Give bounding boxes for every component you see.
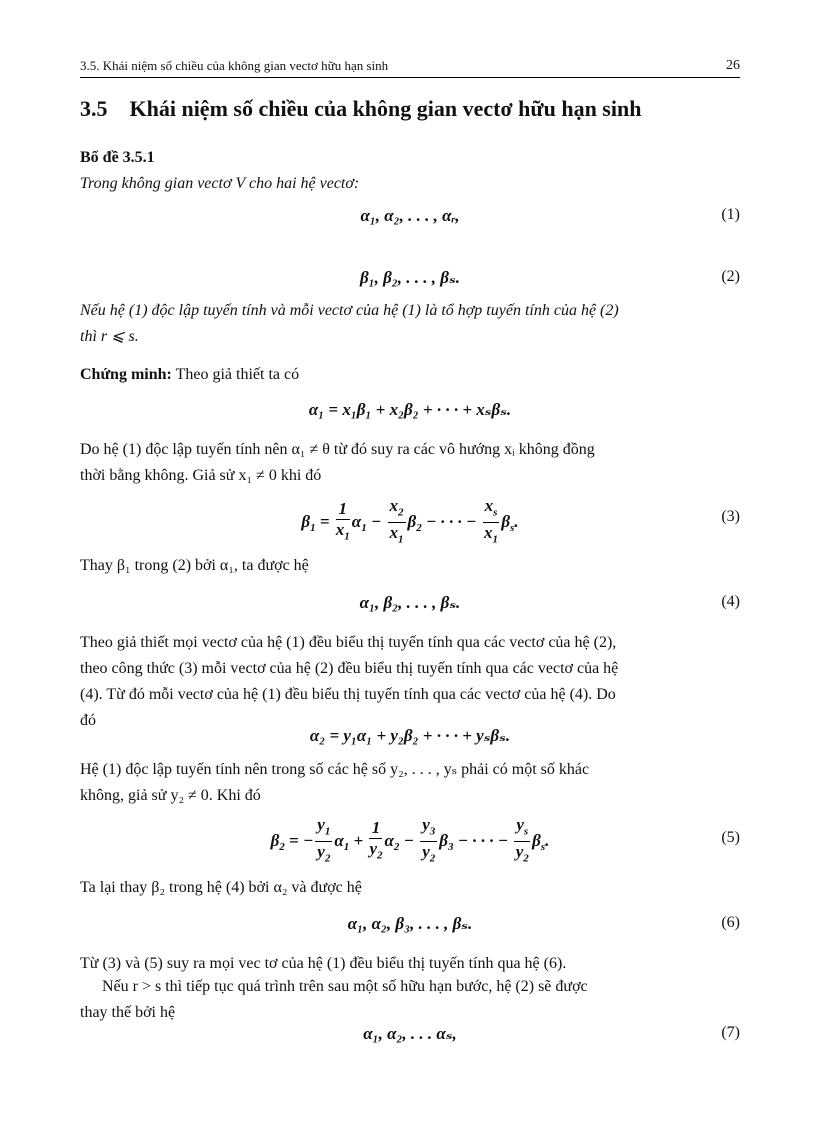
text-line: thời bằng không. Giả sử x₁ ≠ 0 khi đó bbox=[80, 467, 322, 484]
equation-4 bbox=[80, 593, 740, 621]
section-title: Khái niệm số chiều của không gian vectơ hữu hạn sinh bbox=[129, 96, 642, 121]
equation-2-label: (2) bbox=[721, 268, 740, 285]
equation-6-body: α₁, α₂, β₃, . . . , βₛ. bbox=[347, 914, 473, 933]
lemma-block bbox=[80, 145, 740, 197]
equation-3 bbox=[80, 496, 740, 546]
equation-5 bbox=[80, 815, 740, 865]
equation-alpha1-body: α₁ = x₁β₁ + x₂β₂ + · · · + xₛβₛ. bbox=[308, 400, 512, 419]
lemma-title: Bổ đề 3.5.1 bbox=[80, 149, 155, 166]
section-number: 3.5 bbox=[80, 96, 108, 121]
text-line: (4). Từ đó mỗi vectơ của hệ (1) đều biểu thị tuyến tính qua các vectơ của hệ (4). Do bbox=[80, 686, 616, 703]
text-line: Theo giả thiết mọi vectơ của hệ (1) đều biểu thị tuyến tính qua các vectơ của hệ (2), bbox=[80, 634, 617, 651]
claim-line: Nếu hệ (1) độc lập tuyến tính và mỗi vectơ của hệ (1) là tổ hợp tuyến tính của hệ (2) bbox=[80, 302, 619, 319]
lemma-intro: Trong không gian vectơ V cho hai hệ vectơ: bbox=[80, 175, 360, 192]
text-line: Do hệ (1) độc lập tuyến tính nên α₁ ≠ θ từ đó suy ra các vô hướng xᵢ không đồng bbox=[80, 441, 595, 458]
equation-2-body: β₁, β₂, . . . , βₛ. bbox=[360, 268, 460, 287]
equation-7 bbox=[80, 1024, 740, 1052]
text-line: Nếu r > s thì tiếp tục quá trình trên sau một số hữu hạn bước, hệ (2) sẽ được bbox=[102, 978, 588, 995]
equation-4-label: (4) bbox=[721, 593, 740, 610]
proof-label: Chứng minh: bbox=[80, 366, 172, 383]
equation-5-label: (5) bbox=[721, 829, 740, 846]
text-line: theo công thức (3) mỗi vectơ của hệ (2) đều biểu thị tuyến tính qua các vectơ của hệ bbox=[80, 660, 619, 677]
equation-alpha2 bbox=[80, 726, 740, 754]
equation-3-label: (3) bbox=[721, 508, 740, 525]
equation-6-label: (6) bbox=[721, 914, 740, 931]
equation-1-body: α₁, α₂, . . . , αᵣ, bbox=[360, 206, 460, 225]
paragraph-8 bbox=[80, 974, 740, 1026]
paragraph-5 bbox=[80, 757, 740, 809]
equation-7-body: α₁, α₂, . . . αₛ, bbox=[363, 1024, 457, 1043]
header-title: 3.5. Khái niệm số chiều của không gian vectơ hữu hạn sinh bbox=[80, 58, 389, 73]
text-line: đó bbox=[80, 712, 96, 729]
equation-3-body: $\beta_1$ = $\frac{1}{x_1}$ $\alpha_1$ − $\frac{x_2}{x_1}$ $\beta_2$ − · · · − $\frac{x_s}{x_1}$ $\beta_s$. bbox=[301, 496, 519, 546]
text-line: thay thế bởi hệ bbox=[80, 1004, 176, 1021]
equation-alpha1 bbox=[80, 400, 740, 428]
equation-alpha2-body: α₂ = y₁α₁ + y₂β₂ + · · · + yₛβₛ. bbox=[309, 726, 511, 745]
proof-text: Theo giả thiết ta có bbox=[175, 366, 300, 383]
paragraph-4 bbox=[80, 630, 740, 734]
claim-line: thì r ⩽ s. bbox=[80, 328, 139, 345]
equation-1 bbox=[80, 206, 740, 234]
paragraph-2 bbox=[80, 437, 740, 489]
text-line: không, giả sử y₂ ≠ 0. Khi đó bbox=[80, 787, 261, 804]
text-line: Hệ (1) độc lập tuyến tính nên trong số các hệ số y₂, . . . , yₛ phải có một số khác bbox=[80, 761, 590, 778]
equation-2 bbox=[80, 268, 740, 296]
equation-6 bbox=[80, 914, 740, 942]
page-number: 26 bbox=[726, 58, 740, 73]
proof-start bbox=[80, 362, 740, 388]
equation-5-body: $\beta_2$ = − $\frac{y_1}{y_2}$ $\alpha_1$ + $\frac{1}{y_2}$ $\alpha_2$ − $\frac{y_3}{y_2}$ $\beta_3$ − · · · − $\frac{y_s}{y_2}$ $\beta_s$. bbox=[270, 815, 550, 865]
paragraph-7: Từ (3) và (5) suy ra mọi vec tơ của hệ (1) đều biểu thị tuyến tính qua hệ (6). bbox=[80, 955, 567, 972]
running-header bbox=[80, 58, 740, 78]
paragraph-3: Thay β₁ trong (2) bởi α₁, ta được hệ bbox=[80, 557, 309, 574]
paragraph-6: Ta lại thay β₂ trong hệ (4) bởi α₂ và được hệ bbox=[80, 879, 362, 896]
equation-7-label: (7) bbox=[721, 1024, 740, 1041]
equation-1-label: (1) bbox=[721, 206, 740, 223]
equation-4-body: α₁, β₂, . . . , βₛ. bbox=[359, 593, 461, 612]
section-heading bbox=[80, 96, 641, 122]
lemma-claim bbox=[80, 298, 740, 350]
